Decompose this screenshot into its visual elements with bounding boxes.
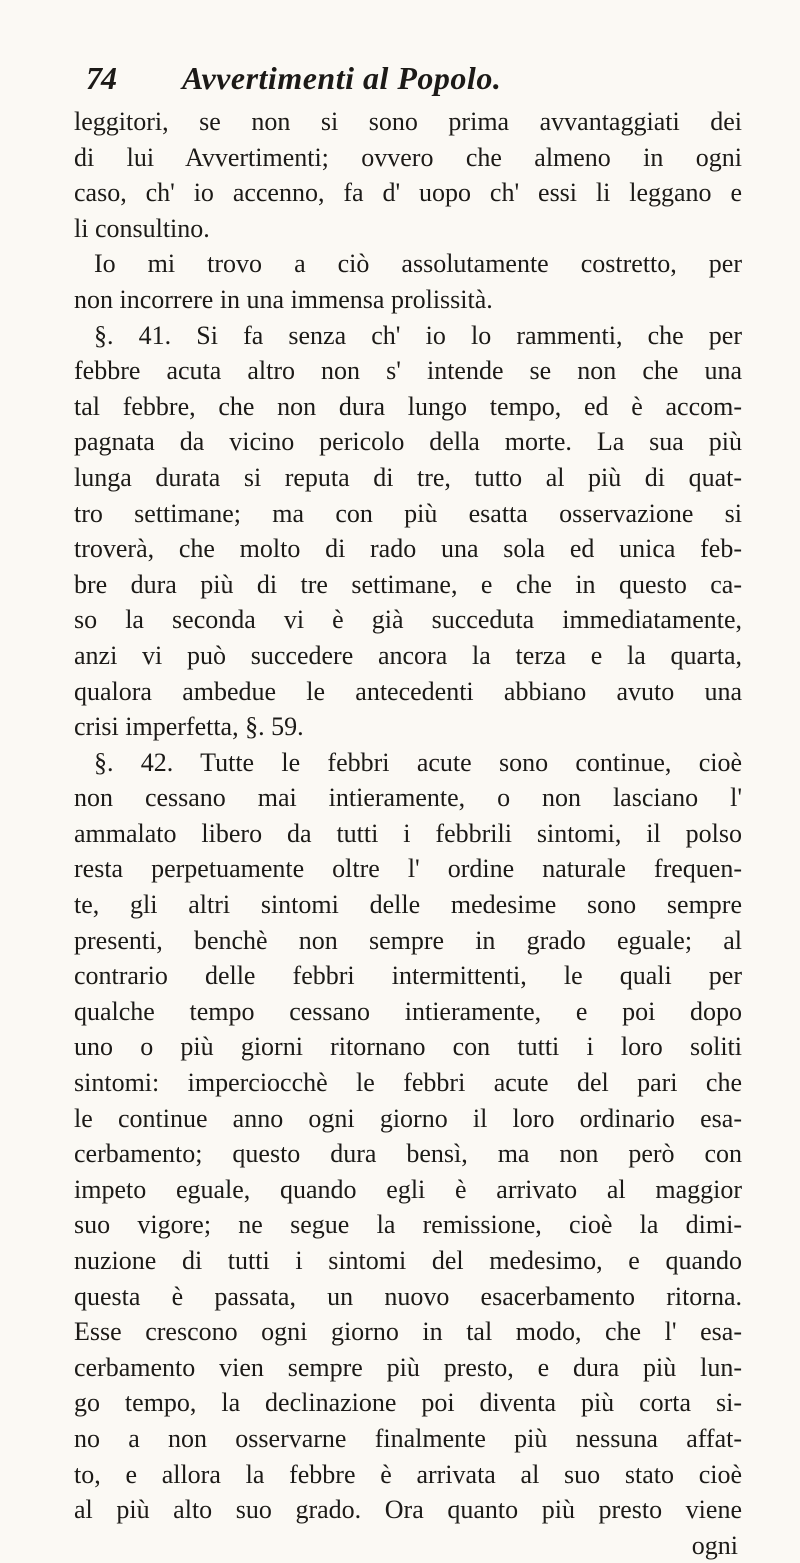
text-line: ammalato libero da tutti i febbrili sintomi, il polso — [74, 818, 742, 848]
text-line: caso, ch' io accenno, fa d' uopo ch' essi li leggano e — [74, 178, 742, 208]
text-line: presenti, benchè non sempre in grado eguale; al — [74, 925, 742, 955]
text-line: questa è passata, un nuovo esacerbamento ritorna. — [74, 1281, 742, 1311]
paragraph-42-start: §. 42. Tutte le febbri acute sono continue, cioè — [94, 747, 742, 777]
paragraph-41-start: §. 41. Si fa senza ch' io lo rammenti, che per — [94, 320, 742, 350]
running-title: Avvertimenti al Popolo. — [182, 60, 502, 96]
text-line: tro settimane; ma con più esatta osservazione si — [74, 498, 742, 528]
text-line: crisi imperfetta, §. 59. — [74, 712, 304, 742]
text-line: Io mi trovo a ciò assolutamente costretto, per — [94, 249, 742, 279]
text-line: li consultino. — [74, 213, 210, 243]
text-line: resta perpetuamente oltre l' ordine naturale frequen- — [74, 854, 742, 884]
text-line: impeto eguale, quando egli è arrivato al maggior — [74, 1174, 742, 1204]
text-line: bre dura più di tre settimane, e che in questo ca- — [74, 569, 742, 599]
text-line: contrario delle febbri intermittenti, le quali per — [74, 961, 742, 991]
text-line: qualche tempo cessano intieramente, e poi dopo — [74, 996, 742, 1026]
text-line: sintomi: imperciocchè le febbri acute del pari che — [74, 1068, 742, 1098]
text-line: to, e allora la febbre è arrivata al suo stato cioè — [74, 1459, 742, 1489]
text-line: tal febbre, che non dura lungo tempo, ed è accom- — [74, 391, 742, 421]
text-line: cerbamento; questo dura bensì, ma non però con — [74, 1139, 742, 1169]
text-line: go tempo, la declinazione poi diventa più corta si- — [74, 1388, 742, 1418]
text-line: lunga durata si reputa di tre, tutto al più di quat- — [74, 462, 742, 492]
text-line: le continue anno ogni giorno il loro ordinario esa- — [74, 1103, 742, 1133]
text-line: di lui Avvertimenti; ovvero che almeno in ogni — [74, 142, 742, 172]
text-line: nuzione di tutti i sintomi del medesimo, e quando — [74, 1246, 742, 1275]
page-header — [74, 60, 742, 104]
text-line: uno o più giorni ritornano con tutti i loro soliti — [74, 1032, 742, 1062]
text-line: Esse crescono ogni giorno in tal modo, che l' esa- — [74, 1317, 742, 1347]
text-line: cerbamento vien sempre più presto, e dura più lun- — [74, 1352, 742, 1382]
text-line: leggitori, se non si sono prima avvantaggiati dei — [74, 107, 742, 136]
text-line: non cessano mai intieramente, o non lasciano l' — [74, 783, 742, 813]
text-line: te, gli altri sintomi delle medesime sono sempre — [74, 890, 742, 920]
catchword: ogni — [691, 1530, 738, 1560]
text-line: al più alto suo grado. Ora quanto più presto viene — [74, 1495, 742, 1525]
text-line: anzi vi può succedere ancora la terza e la quarta, — [74, 640, 742, 670]
text-line: troverà, che molto di rado una sola ed unica feb- — [74, 534, 742, 564]
text-line: pagnata da vicino pericolo della morte. La sua più — [74, 427, 742, 457]
body-text — [74, 104, 742, 1563]
text-line: non incorrere in una immensa prolissità. — [74, 284, 493, 314]
text-line: qualora ambedue le antecedenti abbiano avuto una — [74, 676, 742, 706]
page-number: 74 — [86, 60, 116, 96]
text-line: febbre acuta altro non s' intende se non che una — [74, 356, 742, 386]
text-line: suo vigore; ne segue la remissione, cioè la dimi- — [74, 1210, 742, 1240]
text-line: no a non osservarne finalmente più nessuna affat- — [74, 1423, 742, 1453]
text-line: so la seconda vi è già succeduta immediatamente, — [74, 605, 742, 635]
